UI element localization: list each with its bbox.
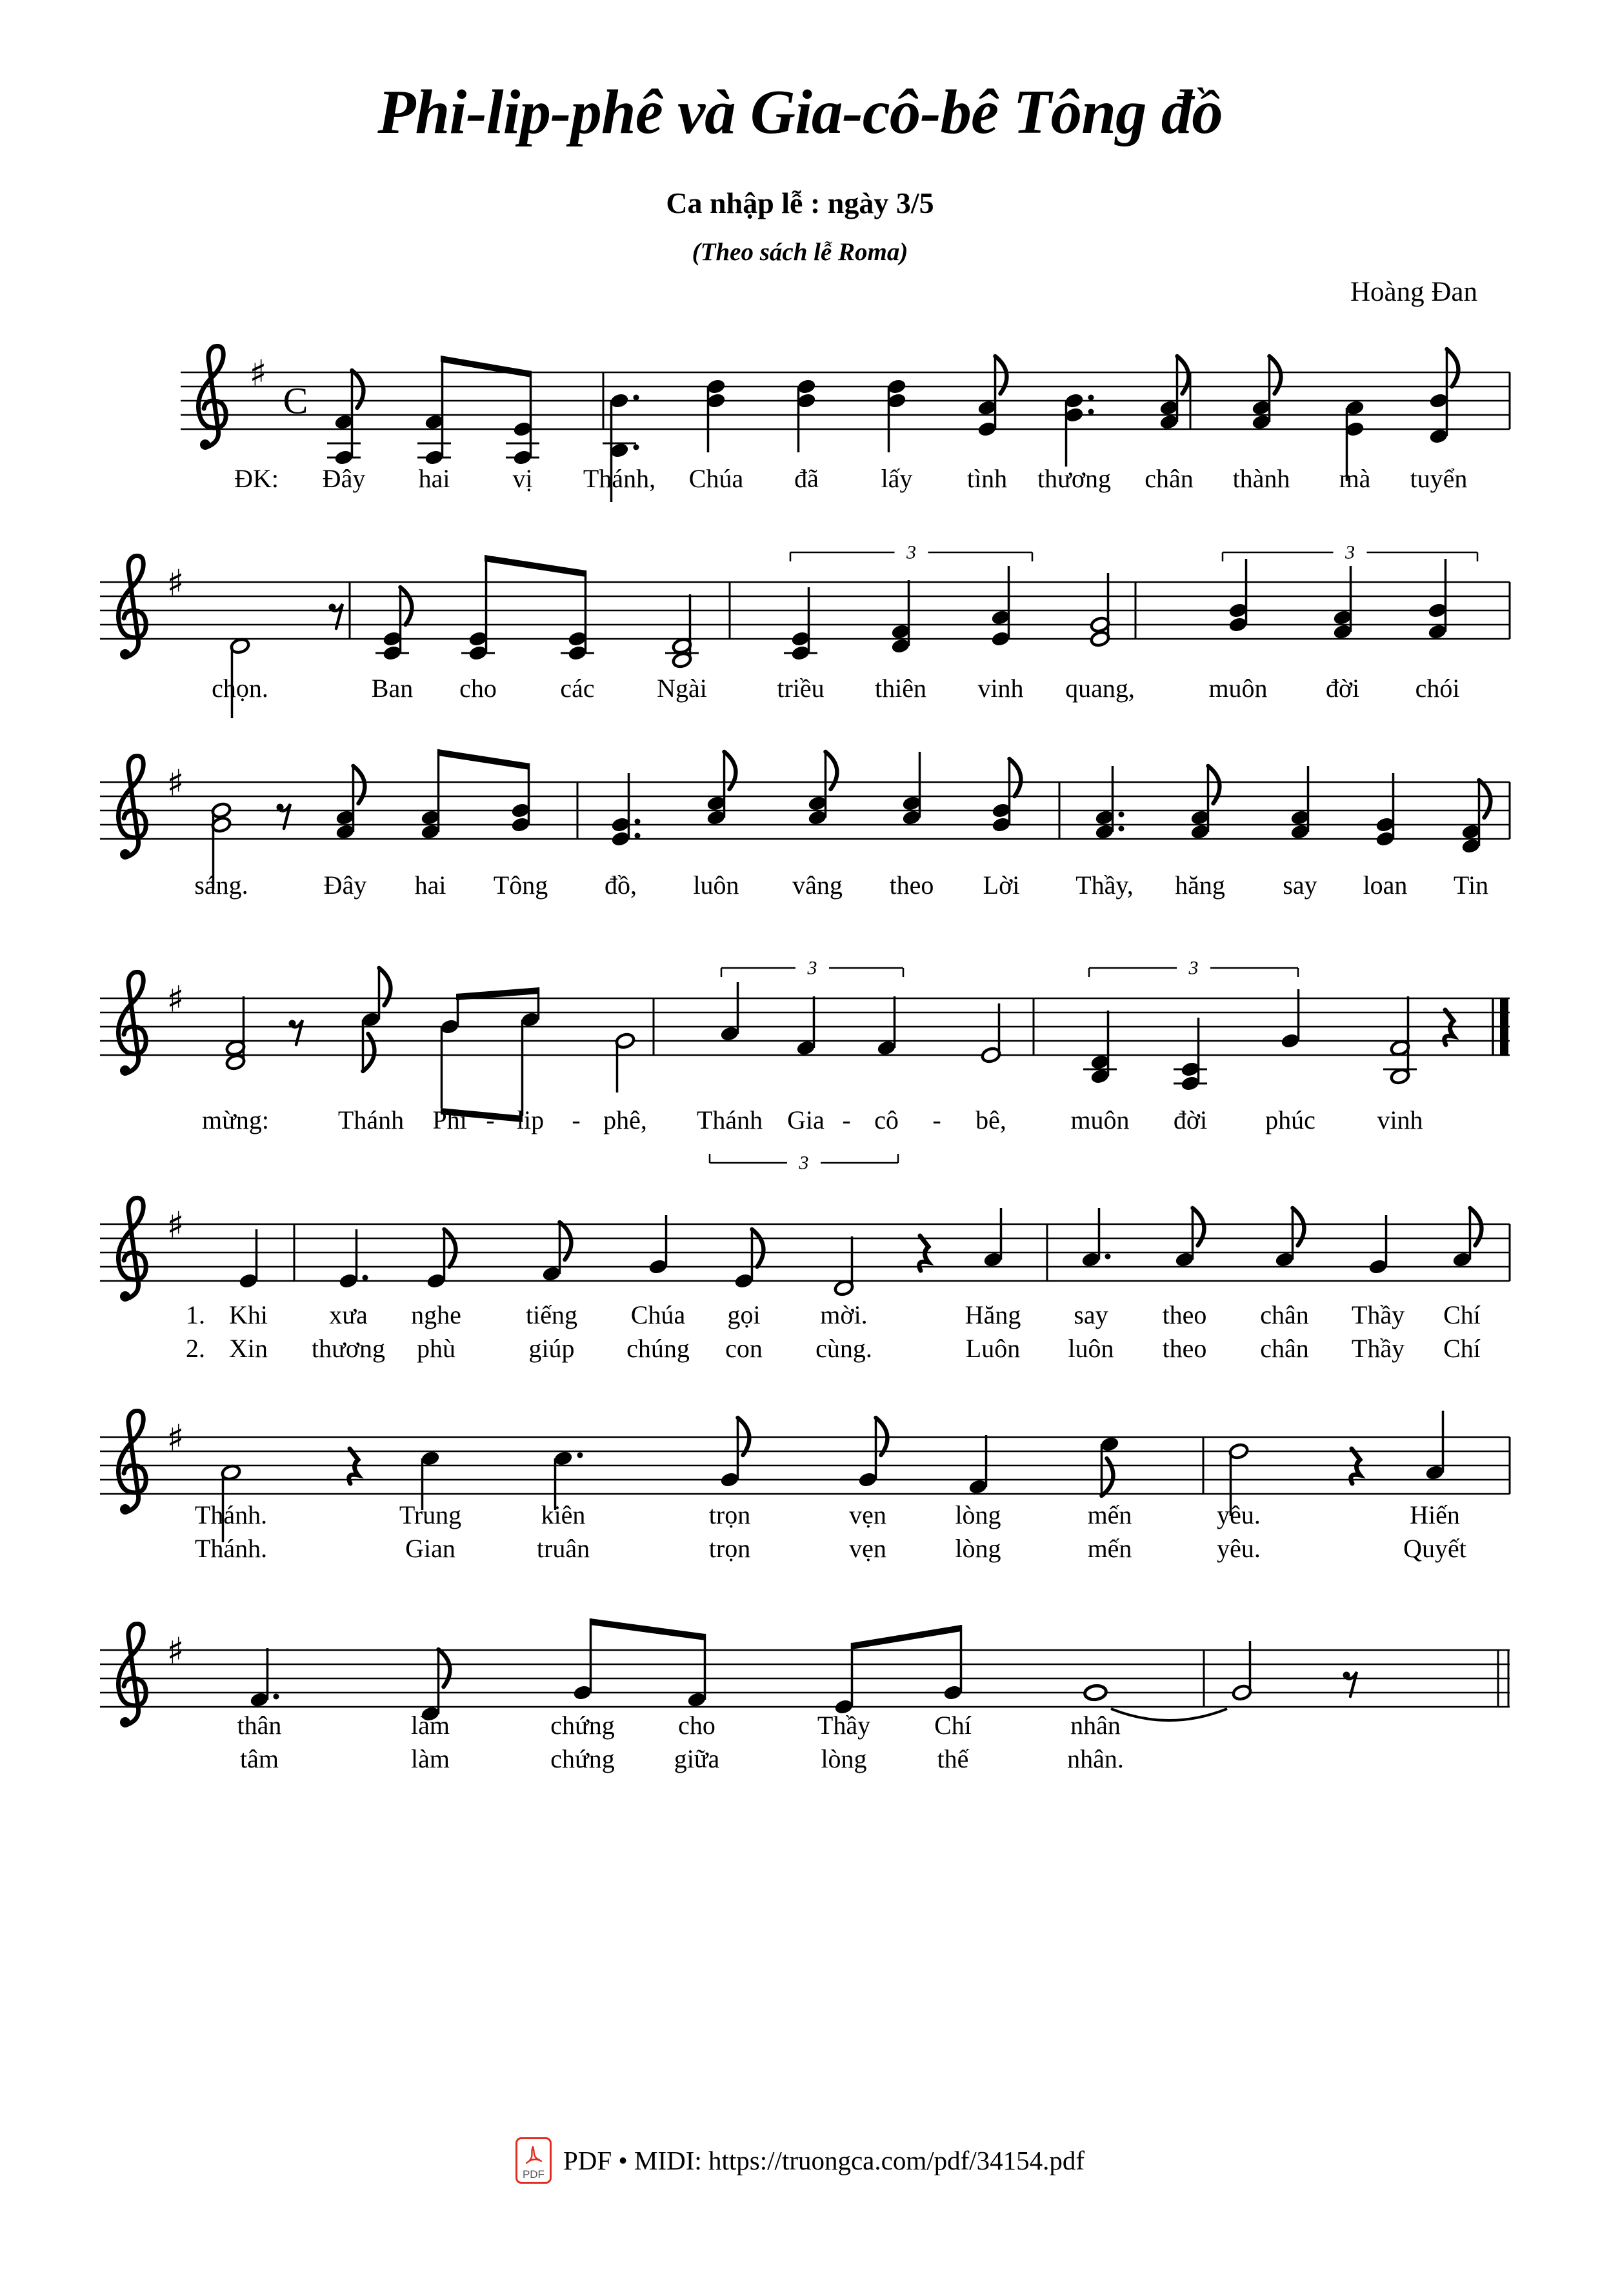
treble-clef-icon xyxy=(118,556,146,657)
lyric-syllable: hăng xyxy=(1175,871,1225,900)
lyric-syllable: vinh xyxy=(1377,1105,1423,1134)
eighth-flag-icon xyxy=(1102,1458,1114,1496)
beam xyxy=(438,749,530,770)
eighth-flag-icon xyxy=(1447,349,1459,387)
lyric-syllable: đã xyxy=(794,464,819,493)
lyric-syllable: say xyxy=(1283,871,1317,900)
lyric-syllable: giúp xyxy=(528,1334,575,1363)
lyric-hyphen: - xyxy=(932,1105,941,1134)
augmentation-dot xyxy=(635,819,641,825)
lyric-syllable: các xyxy=(560,674,595,703)
eighth-flag-icon xyxy=(1010,759,1021,796)
lyric-syllable: vẹn xyxy=(849,1534,886,1563)
lyric-syllable: phù xyxy=(417,1334,455,1363)
lyric-syllable: nghe xyxy=(411,1300,461,1329)
lyric-syllable: Thánh xyxy=(337,1105,405,1134)
lyric-syllable: phúc xyxy=(1265,1105,1315,1134)
treble-clef-icon xyxy=(120,1504,130,1515)
lyric-syllable: Thầy xyxy=(817,1711,871,1740)
lyric-syllable: trọn xyxy=(708,1534,751,1563)
lyric-syllable: Thầy xyxy=(1351,1300,1405,1329)
triplet-number: 3 xyxy=(1188,957,1199,979)
whole-note-head xyxy=(1084,1684,1107,1700)
augmentation-dot xyxy=(1119,826,1125,832)
lyric-syllable: mến xyxy=(1087,1500,1132,1529)
lyric-syllable: yêu. xyxy=(1217,1534,1261,1563)
treble-clef-icon xyxy=(118,972,146,1073)
key-signature-sharp: ♯ xyxy=(166,1204,185,1247)
lyric-syllable: gọi xyxy=(727,1300,761,1329)
lyric-syllable: cùng. xyxy=(815,1334,872,1363)
lyric-syllable: thương xyxy=(1037,464,1111,493)
lyric-syllable: chân xyxy=(1260,1300,1309,1329)
eighth-flag-icon xyxy=(401,587,412,625)
lyric-syllable: Đây xyxy=(323,871,367,900)
triplet-number: 3 xyxy=(1345,541,1355,563)
augmentation-dot xyxy=(1088,395,1094,401)
pdf-glyph-icon xyxy=(524,2146,543,2168)
augmentation-dot xyxy=(274,1694,279,1700)
lyric-prefix: 1. xyxy=(186,1300,205,1329)
treble-clef-icon xyxy=(118,1624,146,1725)
eighth-flag-icon xyxy=(826,752,837,789)
lyric-syllable: chân xyxy=(1145,464,1194,493)
eighth-flag-icon xyxy=(352,370,364,408)
treble-clef-icon xyxy=(120,1065,130,1076)
lyric-syllable: Hiến xyxy=(1410,1500,1460,1529)
key-signature-sharp: ♯ xyxy=(166,562,185,605)
augmentation-dot xyxy=(635,833,641,839)
lyric-syllable: Lời xyxy=(983,871,1020,900)
lyric-syllable: mời. xyxy=(820,1300,868,1329)
lyric-syllable: tuyển xyxy=(1410,464,1468,493)
lyric-syllable: mừng: xyxy=(202,1105,269,1134)
eighth-flag-icon xyxy=(1193,1208,1205,1245)
lyric-syllable: vị xyxy=(512,464,533,493)
lyric-syllable: Tông xyxy=(493,871,548,900)
lyric-syllable: đời xyxy=(1173,1105,1208,1134)
lyric-syllable: loan xyxy=(1363,871,1408,900)
lyric-syllable: tâm xyxy=(240,1744,279,1773)
lyric-syllable: muôn xyxy=(1208,674,1268,703)
eighth-flag-icon xyxy=(1479,780,1491,818)
eighth-flag-icon xyxy=(1470,1208,1482,1245)
lyric-prefix: 2. xyxy=(186,1334,205,1363)
eighth-flag-icon xyxy=(445,1229,456,1267)
page-title: Phi-lip-phê và Gia-cô-bê Tông đồ xyxy=(377,77,1223,146)
lyric-syllable: chứng xyxy=(550,1744,615,1773)
lyric-syllable: theo xyxy=(1162,1300,1207,1329)
lyric-syllable: thế xyxy=(937,1744,969,1773)
lyric-syllable: Thánh, xyxy=(583,464,656,493)
lyric-syllable: cho xyxy=(678,1711,715,1740)
lyric-syllable: Thầy, xyxy=(1075,871,1134,900)
lyric-syllable: muôn xyxy=(1070,1105,1130,1134)
eighth-flag-icon xyxy=(725,752,736,789)
lyric-syllable: Phi xyxy=(432,1105,467,1134)
lyric-syllable: Thánh xyxy=(696,1105,763,1134)
treble-clef-icon xyxy=(118,1411,146,1512)
eighth-flag-icon xyxy=(560,1222,572,1260)
lyric-syllable: làm xyxy=(411,1711,450,1740)
lyric-syllable: Xin xyxy=(229,1334,268,1363)
lyric-syllable: Đây xyxy=(322,464,366,493)
lyric-syllable: chọn. xyxy=(212,674,268,703)
augmentation-dot xyxy=(1088,409,1094,415)
lyric-prefix: ĐK: xyxy=(234,464,279,493)
treble-clef-icon xyxy=(198,346,226,447)
lyric-syllable: chúng xyxy=(626,1334,690,1363)
author-name: Hoàng Đan xyxy=(1350,277,1477,307)
triplet-number: 3 xyxy=(906,541,916,563)
lyric-syllable: nhân. xyxy=(1067,1744,1124,1773)
lyric-syllable: Luôn xyxy=(965,1334,1021,1363)
lyric-syllable: bê, xyxy=(975,1105,1006,1134)
lyric-syllable: thành xyxy=(1232,464,1290,493)
lyric-syllable: lip xyxy=(516,1105,545,1134)
time-signature-common: C xyxy=(283,379,308,422)
triplet-number: 3 xyxy=(807,957,817,979)
lyric-syllable: Hăng xyxy=(965,1300,1021,1329)
lyric-syllable: lấy xyxy=(881,464,913,493)
lyric-syllable: Chí xyxy=(1443,1300,1481,1329)
lyric-syllable: con xyxy=(725,1334,763,1363)
eighth-flag-icon xyxy=(354,766,365,803)
lyric-syllable: hai xyxy=(418,464,450,493)
augmentation-dot xyxy=(634,395,639,401)
page-subtitle: Ca nhập lễ : ngày 3/5 xyxy=(666,186,934,219)
lyric-syllable: trọn xyxy=(708,1500,751,1529)
lyric-syllable: nhân xyxy=(1070,1711,1121,1740)
eighth-flag-icon xyxy=(1177,356,1189,394)
key-signature-sharp: ♯ xyxy=(166,1417,185,1460)
treble-clef-icon xyxy=(120,1291,130,1302)
lyric-syllable: đời xyxy=(1325,674,1360,703)
pdf-icon-label: PDF xyxy=(522,2168,545,2180)
augmentation-dot xyxy=(363,1275,368,1281)
lyric-syllable: luôn xyxy=(1068,1334,1114,1363)
treble-clef-icon xyxy=(118,756,146,857)
lyric-syllable: thiên xyxy=(875,674,926,703)
treble-clef-icon xyxy=(120,649,130,660)
key-signature-sharp: ♯ xyxy=(166,1630,185,1673)
lyric-hyphen: - xyxy=(842,1105,851,1134)
key-signature-sharp: ♯ xyxy=(166,762,185,805)
lyric-syllable: lòng xyxy=(955,1500,1001,1529)
lyric-syllable: Chúa xyxy=(630,1300,686,1329)
pdf-file-icon xyxy=(515,2137,552,2184)
lyric-syllable: tình xyxy=(966,464,1008,493)
lyric-syllable: Tin xyxy=(1453,871,1489,900)
lyric-syllable: chói xyxy=(1415,674,1460,703)
lyric-syllable: xưa xyxy=(329,1300,368,1329)
lyric-syllable: Gian xyxy=(405,1534,455,1563)
treble-clef-icon xyxy=(118,1198,146,1299)
beam xyxy=(441,356,532,378)
lyric-syllable: Chúa xyxy=(688,464,744,493)
lyric-syllable: sáng. xyxy=(194,871,248,900)
lyric-syllable: Gia xyxy=(787,1105,825,1134)
lyric-syllable: tiếng xyxy=(526,1300,577,1329)
lyric-syllable: Thầy xyxy=(1351,1334,1405,1363)
lyric-syllable: truân xyxy=(536,1534,590,1563)
lyric-syllable: mà xyxy=(1339,464,1371,493)
source-note: (Theo sách lễ Roma) xyxy=(692,238,908,266)
key-signature-sharp: ♯ xyxy=(249,352,267,395)
treble-clef-icon xyxy=(120,1717,130,1727)
lyric-syllable: theo xyxy=(1162,1334,1207,1363)
eighth-flag-icon xyxy=(1208,766,1220,803)
eighth-flag-icon xyxy=(995,356,1007,394)
triplet-number: 3 xyxy=(799,1152,809,1174)
lyric-syllable: giữa xyxy=(674,1744,720,1773)
lyric-syllable: Thánh. xyxy=(194,1500,268,1529)
tie xyxy=(1111,1709,1227,1720)
beam xyxy=(852,1625,961,1649)
lyric-syllable: quang, xyxy=(1065,674,1135,703)
lyric-syllable: mến xyxy=(1087,1534,1132,1563)
lyric-syllable: hai xyxy=(414,871,446,900)
eighth-flag-icon xyxy=(363,1034,375,1071)
lyric-syllable: làm xyxy=(411,1744,450,1773)
lyric-syllable: theo xyxy=(889,871,934,900)
lyric-syllable: kiên xyxy=(541,1500,586,1529)
lyric-syllable: yêu. xyxy=(1217,1500,1261,1529)
lyric-syllable: Ngài xyxy=(657,674,707,703)
lyric-syllable: vẹn xyxy=(849,1500,886,1529)
lyric-syllable: phê, xyxy=(603,1105,647,1134)
treble-clef-icon xyxy=(120,849,130,860)
lyric-syllable: cho xyxy=(459,674,497,703)
augmentation-dot xyxy=(1105,1254,1111,1260)
lyric-syllable: lòng xyxy=(955,1534,1001,1563)
lyric-syllable: đồ, xyxy=(605,871,637,900)
eighth-flag-icon xyxy=(379,968,391,1005)
lyric-syllable: chân xyxy=(1260,1334,1309,1363)
lyric-syllable: Quyết xyxy=(1403,1534,1466,1563)
lyric-syllable: thân xyxy=(237,1711,282,1740)
eighth-flag-icon xyxy=(1293,1208,1305,1245)
lyric-syllable: say xyxy=(1074,1300,1108,1329)
beam xyxy=(590,1618,705,1640)
lyric-syllable: Khi xyxy=(229,1300,268,1329)
treble-clef-icon xyxy=(200,439,210,450)
lyric-syllable: Thánh. xyxy=(194,1534,268,1563)
final-barline xyxy=(1500,998,1508,1055)
augmentation-dot xyxy=(1119,812,1125,818)
beam xyxy=(485,555,586,577)
lyric-syllable: chứng xyxy=(550,1711,615,1740)
lyric-syllable: Chí xyxy=(934,1711,972,1740)
eighth-flag-icon xyxy=(439,1649,450,1687)
lyric-syllable: Chí xyxy=(1443,1334,1481,1363)
lyric-syllable: luôn xyxy=(693,871,739,900)
lyric-syllable: Trung xyxy=(399,1500,462,1529)
footer xyxy=(0,2137,1600,2184)
augmentation-dot xyxy=(634,445,639,450)
augmentation-dot xyxy=(577,1453,583,1458)
lyric-syllable: vâng xyxy=(792,871,843,900)
footer-link-text: PDF • MIDI: https://truongca.com/pdf/34154.pdf xyxy=(563,2146,1085,2175)
lyric-hyphen: - xyxy=(572,1105,581,1134)
lyric-syllable: vinh xyxy=(977,674,1024,703)
lyric-syllable: lòng xyxy=(821,1744,867,1773)
lyric-syllable: Ban xyxy=(371,674,414,703)
lyric-hyphen: - xyxy=(486,1105,495,1134)
key-signature-sharp: ♯ xyxy=(166,978,185,1021)
eighth-flag-icon xyxy=(752,1229,764,1267)
lyric-syllable: thương xyxy=(312,1334,385,1363)
lyric-syllable: triều xyxy=(777,674,825,703)
eighth-flag-icon xyxy=(1270,356,1281,394)
lyric-syllable: cô xyxy=(874,1105,899,1134)
